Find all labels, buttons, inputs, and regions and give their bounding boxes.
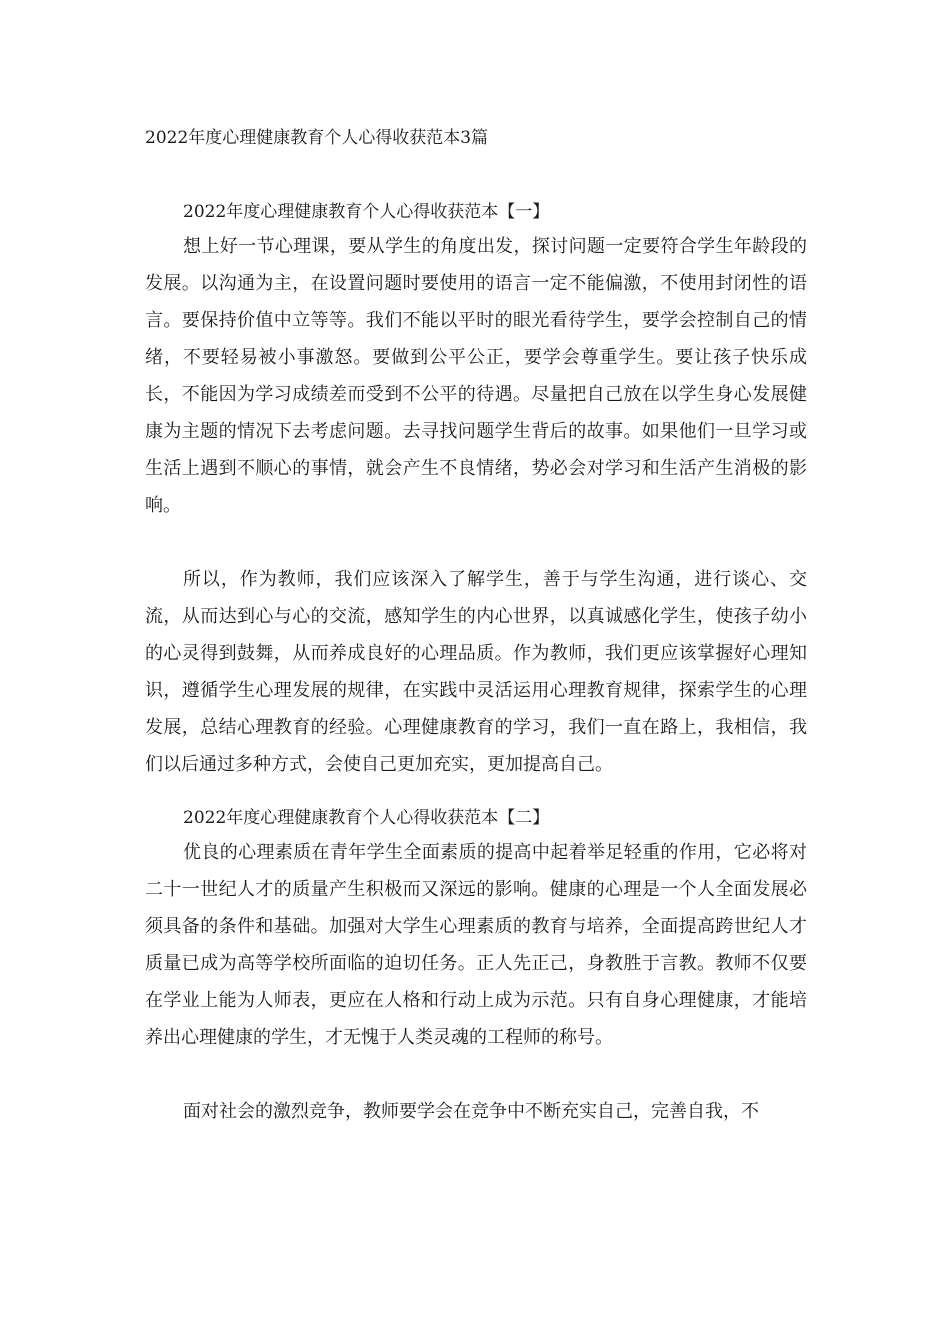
section-2 <box>145 802 807 1130</box>
section-1 <box>145 196 807 783</box>
section-spacer <box>145 783 807 802</box>
paragraph: 想上好一节心理课，要从学生的角度出发，探讨问题一定要符合学生年龄段的发展。以沟通为主，在设置问题时要使用的语言一定不能偏激，不使用封闭性的语言。要保持价值中立等等。我们不能以平时的眼光看待学生，要学会控制自己的情绪，不要轻易被小事激怒。要做到公平公正，要学会尊重学生。要让孩子快乐成长，不能因为学习成绩差而受到不公平的待遇。尽量把自己放在以学生身心发展健康为主题的情况下去考虑问题。去寻找问题学生背后的故事。如果他们一旦学习或生活上遇到不顺心的事情，就会产生不良情绪，势必会对学习和生活产生消极的影响。 <box>145 236 807 516</box>
paragraph: 面对社会的激烈竞争，教师要学会在竞争中不断充实自己，完善自我，不 <box>183 1101 759 1122</box>
section-heading: 2022年度心理健康教育个人心得收获范本【二】 <box>183 808 550 828</box>
paragraph: 优良的心理素质在青年学生全面素质的提高中起着举足轻重的作用，它必将对二十一世纪人才的质量产生积极而又深远的影响。健康的心理是一个人全面发展必须具备的条件和基础。加强对大学生心理素质的教育与培养，全面提高跨世纪人才质量已成为高等学校所面临的迫切任务。正人先正己，身教胜于言教。教师不仅要在学业上能为人师表，更应在人格和行动上成为示范。只有自身心理健康，才能培养出心理健康的学生，才无愧于人类灵魂的工程师的称号。 <box>145 842 807 1048</box>
paragraph-spacer <box>145 524 807 561</box>
paragraph-spacer <box>145 1056 807 1093</box>
section-heading: 2022年度心理健康教育个人心得收获范本【一】 <box>183 202 550 222</box>
document-title: 2022年度心理健康教育个人心得收获范本3篇 <box>145 128 489 148</box>
paragraph: 所以，作为教师，我们应该深入了解学生，善于与学生沟通，进行谈心、交流，从而达到心与心的交流，感知学生的内心世界，以真诚感化学生，使孩子幼小的心灵得到鼓舞，从而养成良好的心理品质。作为教师，我们更应该掌握好心理知识，遵循学生心理发展的规律，在实践中灵活运用心理教育规律，探索学生的心理发展，总结心理教育的经验。心理健康教育的学习，我们一直在路上，我相信，我们以后通过多种方式，会使自己更加充实，更加提高自己。 <box>145 569 807 775</box>
document-body <box>145 196 807 1130</box>
